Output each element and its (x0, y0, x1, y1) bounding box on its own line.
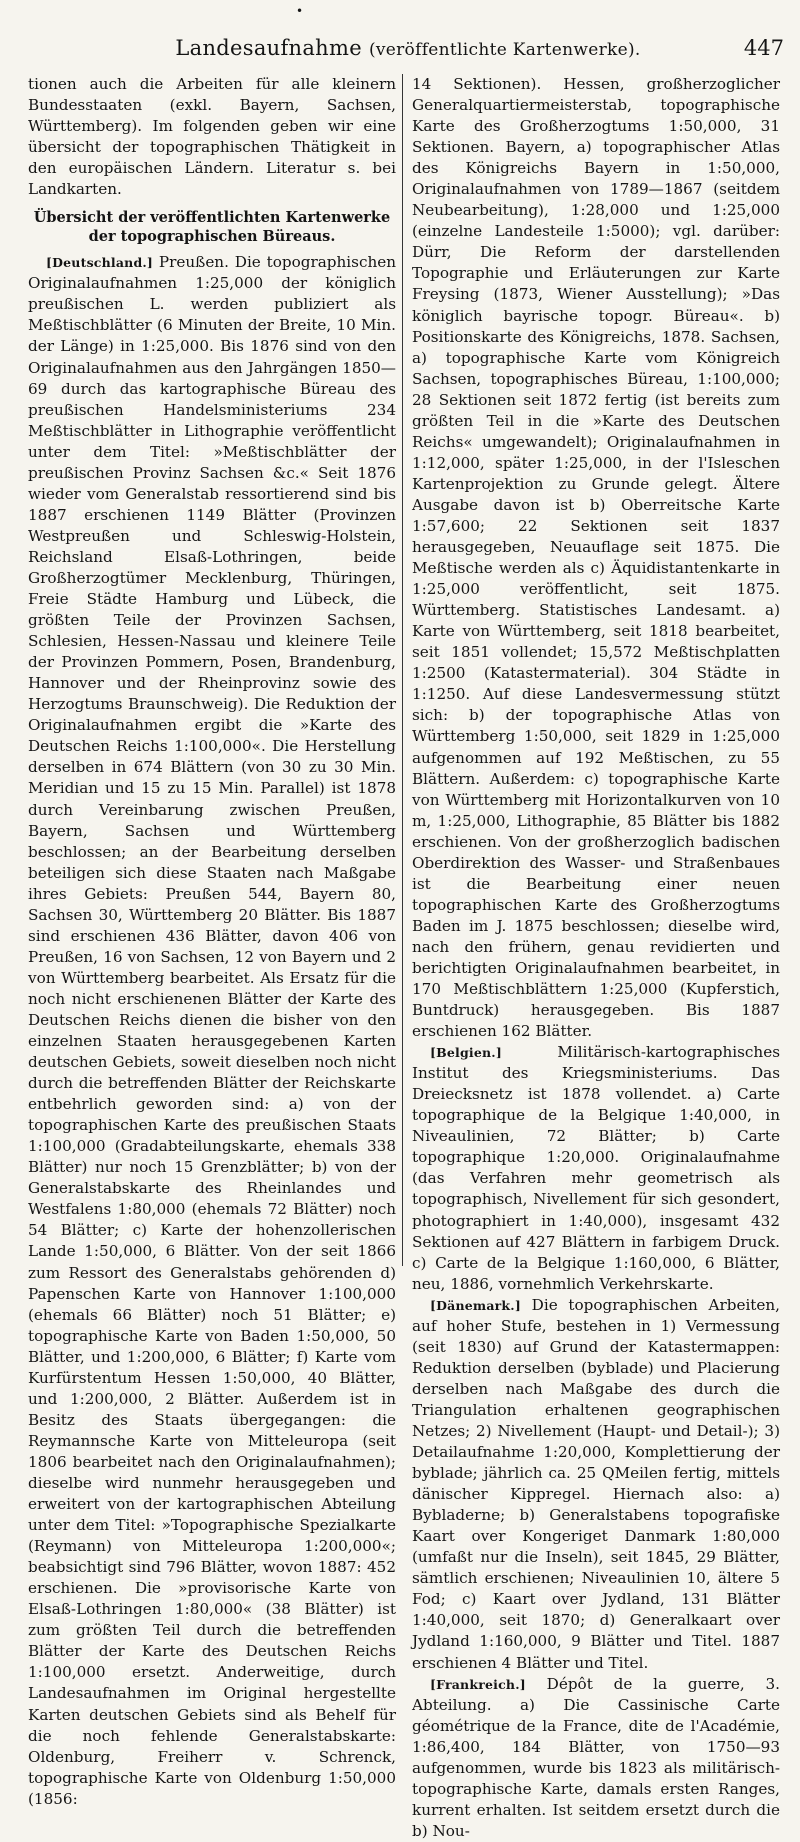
belgien-paragraph (412, 1042, 780, 1295)
belgien-text: Militärisch-kartographisches Institut des Kriegsministeriums. Das Dreiecksnetz ist 1878 vollendet. a) Carte topographique de la Belgique 1:40,000, in Niveaulinien, 72 Blätter; b) Carte topographique 1:20,000. Originalaufnahme (das Verfahren mehr geometrisch als topographisch, Nivellement für sich gesondert, photographiert in 1:40,000), insgesamt 432 Sektionen auf 427 Blättern in farbigem Druck. c) Carte de la Belgique 1:160,000, 6 Blätter, neu, 1886, vornehmlich Verkehrskarte. (412, 1043, 780, 1293)
right-column (412, 74, 780, 1842)
running-title-subtitle: (veröffentlichte Kartenwerke). (368, 40, 641, 60)
country-tag-daenemark: [Dänemark.] (430, 1297, 521, 1313)
frankreich-text: Dépôt de la guerre, 3. Abteilung. a) Die Cassinische Carte géométrique de la France, dite de l'Académie, 1:86,400, 184 Blätter, von 1750—93 aufgenommen, wurde bis 1823 als militärisch-topographische Karte, damals ersten Ranges, kurrent erhalten. Ist seitdem ersetzt durch die b) Nou- (412, 1674, 780, 1840)
country-tag-frankreich: [Frankreich.] (430, 1676, 526, 1692)
daenemark-text: Die topographischen Arbeiten, auf hoher Stufe, bestehen in 1) Vermessung (seit 1830) auf Grund der Katastermappen: Reduktion derselben (byblade) und Placierung derselben nach Maßgabe des durch die Triangulation erhaltenen geographischen Netzes; 2) Nivellement (Haupt- und Detail-); 3) Detailaufnahme 1:20,000, Komplettierung der byblade; jährlich ca. 25 QMeilen fertig, mittels dänischer Kippregel. Hiernach also: a) Bybladerne; b) Generalstabens topografiske Kaart over Kongeriget Danmark 1:80,000 (umfaßt nur die Inseln), seit 1845, 29 Blätter, sämtlich erschienen; Niveaulinien 10, ältere 5 Fod; c) Kaart over Jydland, 131 Blätter 1:40,000, seit 1870; d) Generalkaart over Jydland 1:160,000, 9 Blätter und Titel. 1887 erschienen 4 Blätter und Titel. (412, 1295, 780, 1672)
running-title (28, 36, 788, 60)
country-tag-belgien: [Belgien.] (430, 1045, 502, 1061)
deutschland-paragraph (28, 252, 396, 1809)
daenemark-paragraph (412, 1295, 780, 1674)
intro-paragraph: tionen auch die Arbeiten für alle kleinern Bundesstaaten (exkl. Bayern, Sachsen, Württemberg). Im folgenden geben wir eine übersicht der topographischen Thätigkeit in den europäischen Ländern. Literatur s. bei Landkarten. (28, 75, 396, 199)
running-title-main: Landesaufnahme (175, 36, 362, 60)
section-heading: Übersicht der veröffentlichten Kartenwerke der topographischen Büreaus. (33, 209, 391, 246)
continuation-paragraph: 14 Sektionen). Hessen, großherzoglicher Generalquartiermeisterstab, topographische Karte des Großherzogtums 1:50,000, 31 Sektionen. Bayern, a) topographischer Atlas des Königreichs Bayern in 1:50,000, Originalaufnahmen von 1789—1867 (seitdem Neubearbeitung), 1:28,000 und 1:25,000 (einzelne Landesteile 1:5000); vgl. darüber: Dürr, Die Reform der darstellenden Topographie und Erläuterungen zur Karte Freysing (1873, Wiener Ausstellung); »Das königlich bayrische topogr. Büreau«. b) Positionskarte des Königreichs, 1878. Sachsen, a) topographische Karte vom Königreich Sachsen, topographisches Büreau, 1:100,000; 28 Sektionen seit 1872 fertig (ist bereits zum größten Teil in die »Karte des Deutschen Reichs« umgewandelt); Originalaufnahmen in 1:12,000, später 1:25,000, in der l'Isleschen Kartenprojektion zu Grunde gelegt. Ältere Ausgabe davon ist b) Oberreitsche Karte 1:57,600; 22 Sektionen seit 1837 herausgegeben, Neuauflage seit 1875. Die Meßtische werden als c) Äquidistantenkarte in 1:25,000 veröffentlicht, seit 1875. Württemberg. Statistisches Landesamt. a) Karte von Württemberg, seit 1818 bearbeitet, seit 1851 vollendet; 15,572 Meßtischplatten 1:2500 (Katastermaterial). 304 Städte in 1:1250. Auf diese Landesvermessung stützt sich: b) der topographische Atlas von Württemberg 1:50,000, seit 1829 in 1:25,000 aufgenommen auf 192 Meßtischen, zu 55 Blättern. Außerdem: c) topographische Karte von Württemberg mit Horizontalkurven von 10 m, 1:25,000, Lithographie, 85 Blätter bis 1882 erschienen. Von der großherzoglich badischen Oberdirektion des Wasser- und Straßenbaues ist die Bearbeitung einer neuen topographischen Karte des Großherzogtums Baden im J. 1875 beschlossen; dieselbe wird, nach den frühern, genau revidierten und berichtigten Originalaufnahmen bearbeitet, in 170 Meßtischblättern 1:25,000 (Kupferstich, Buntdruck) herausgegeben. Bis 1887 erschienen 162 Blätter. (412, 75, 780, 1041)
page-header (28, 36, 788, 66)
column-divider (402, 74, 403, 1266)
printer-mark: • (296, 4, 304, 18)
left-column (28, 74, 396, 1810)
deutschland-text: Preußen. Die topographischen Originalaufnahmen 1:25,000 der königlich preußischen L. werden publiziert als Meßtischblätter (6 Minuten der Breite, 10 Min. der Länge) in 1:25,000. Bis 1876 sind von den Originalaufnahmen aus den Jahrgängen 1850—69 durch das kartographische Büreau des preußischen Handelsministeriums 234 Meßtischblätter in Lithographie veröffentlicht unter dem Titel: »Meßtischblätter der preußischen Provinz Sachsen &c.« Seit 1876 wieder vom Generalstab ressortierend sind bis 1887 erschienen 1149 Blätter (Provinzen Westpreußen und Schleswig-Holstein, Reichsland Elsaß-Lothringen, beide Großherzogtümer Mecklenburg, Thüringen, Freie Städte Hamburg und Lübeck, die größten Teile der Provinzen Sachsen, Schlesien, Hessen-Nassau und kleinere Teile der Provinzen Pommern, Posen, Brandenburg, Hannover und der Rheinprovinz sowie des Herzogtums Braunschweig). Die Reduktion der Originalaufnahmen ergibt die »Karte des Deutschen Reichs 1:100,000«. Die Herstellung derselben in 674 Blättern (von 30 zu 30 Min. Meridian und 15 zu 15 Min. Parallel) ist 1878 durch Vereinbarung zwischen Preußen, Bayern, Sachsen und Württemberg beschlossen; an der Bearbeitung derselben beteiligen sich diese Staaten nach Maßgabe ihres Gebiets: Preußen 544, Bayern 80, Sachsen 30, Württemberg 20 Blätter. Bis 1887 sind erschienen 436 Blätter, davon 406 von Preußen, 16 von Sachsen, 12 von Bayern und 2 von Württemberg bearbeitet. Als Ersatz für die noch nicht erschienenen Blätter der Karte des Deutschen Reichs dienen die bisher von den einzelnen Staaten herausgegebenen Karten deutschen Gebiets, soweit dieselben noch nicht durch die betreffenden Blätter der Reichskarte entbehrlich geworden sind: a) von der topographischen Karte des preußischen Staats 1:100,000 (Gradabteilungskarte, ehemals 338 Blätter) nur noch 15 Grenzblätter; b) von der Generalstabskarte des Rheinlandes und Westfalens 1:80,000 (ehemals 72 Blätter) noch 54 Blätter; c) Karte der hohenzollerischen Lande 1:50,000, 6 Blätter. Von der seit 1866 zum Ressort des Generalstabs gehörenden d) Papenschen Karte von Hannover 1:100,000 (ehemals 66 Blätter) noch 51 Blätter; e) topographische Karte von Baden 1:50,000, 50 Blätter, und 1:200,000, 6 Blätter; f) Karte vom Kurfürstentum Hessen 1:50,000, 40 Blätter, und 1:200,000, 2 Blätter. Außerdem ist in Besitz des Staats übergegangen: die Reymannsche Karte von Mitteleuropa (seit 1806 bearbeitet nach den Originalaufnahmen); dieselbe wird nunmehr herausgegeben und erweitert von der kartographischen Abteilung unter dem Titel: »Topographische Spezialkarte (Reymann) von Mitteleuropa 1:200,000«; beabsichtigt sind 796 Blätter, wovon 1887: 452 erschienen. Die »provisorische Karte von Elsaß-Lothringen 1:80,000« (38 Blätter) ist zum größten Teil durch die betreffenden Blätter der Karte des Deutschen Reichs 1:100,000 ersetzt. Anderweitige, durch Landesaufnahmen im Original hergestellte Karten deutschen Gebiets sind als Behelf für die noch fehlende Generalstabskarte: Oldenburg, Freiherr v. Schrenck, topographische Karte von Oldenburg 1:50,000 (1856: (28, 253, 397, 1808)
frankreich-paragraph (412, 1674, 780, 1842)
page-number: 447 (743, 36, 784, 60)
country-tag-deutschland: [Deutschland.] (46, 255, 154, 271)
